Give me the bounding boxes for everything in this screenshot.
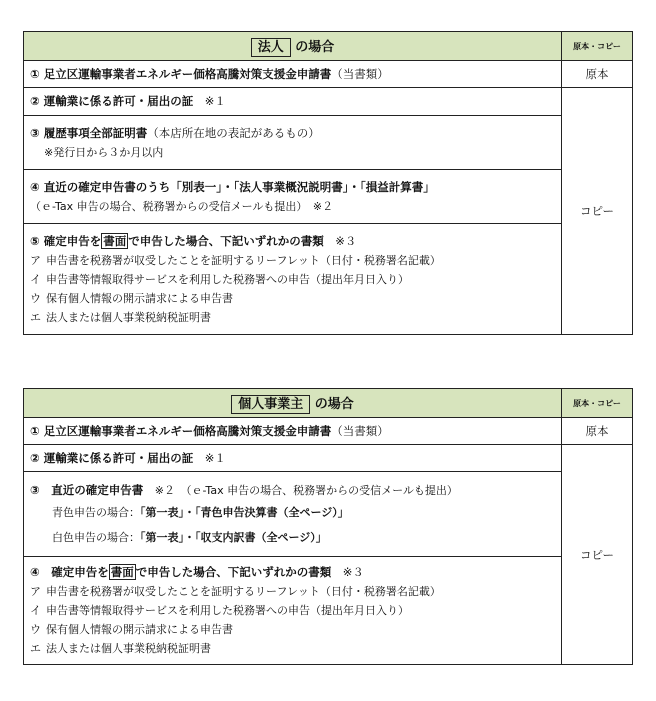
item-label: で申告した場合、下記いずれかの書類 xyxy=(135,565,332,579)
table-title xyxy=(24,32,562,61)
item-note: （当書類） xyxy=(331,423,389,438)
item-note: ※１ xyxy=(204,94,226,108)
item-subnote: ※発行日から３か月以内 xyxy=(44,145,164,159)
list-item: イ 申告書等情報取得サービスを利用した税務署への申告（提出年月日入り） xyxy=(30,272,409,286)
item-note: ※２ （ｅ-Tax 申告の場合、税務署からの受信メールも提出） xyxy=(154,484,458,497)
copy-cell: コピー xyxy=(562,88,633,335)
column-header-original-copy: 原本・コピー xyxy=(562,32,633,61)
item-label: ① 足立区運輸事業者エネルギー価格高騰対策支援金申請書 xyxy=(30,423,332,438)
title-boxed: 法人 xyxy=(251,38,291,57)
item-label: ② 運輸業に係る許可・届出の証 xyxy=(30,450,194,465)
list-item: エ 法人または個人事業税納税証明書 xyxy=(30,642,211,655)
item-label: ③ 直近の確定申告書 xyxy=(30,483,144,497)
item-note: ※３ xyxy=(335,233,357,248)
corporation-requirements-table xyxy=(23,31,633,335)
list-item: 白色申告の場合：「第一表」・「収支内訳書（全ページ）」 xyxy=(52,531,327,544)
list-item: 青色申告の場合：「第一表」・「青色申告決算書（全ページ）」 xyxy=(52,506,349,519)
list-item: ア 申告書を税務署が収受したことを証明するリーフレット（日付・税務署名記載） xyxy=(30,253,441,267)
item-label: ① 足立区運輸事業者エネルギー価格高騰対策支援金申請書 xyxy=(30,66,332,81)
table-row xyxy=(24,557,633,665)
item-label: ③ 履歴事項全部証明書 xyxy=(30,125,148,140)
table-title xyxy=(24,389,562,418)
item-label: で申告した場合、下記いずれかの書類 xyxy=(128,233,324,248)
original-cell: 原本 xyxy=(562,61,633,88)
item-label-boxed: 書面 xyxy=(103,233,127,248)
item-label: ④ 確定申告を xyxy=(30,565,109,579)
title-rest: の場合 xyxy=(314,396,354,412)
table-row xyxy=(24,88,633,116)
item-note: （当書類） xyxy=(331,66,389,81)
sole-proprietor-requirements-table xyxy=(23,388,633,665)
list-item: イ 申告書等情報取得サービスを利用した税務署への申告（提出年月日入り） xyxy=(30,604,409,617)
list-item: エ 法人または個人事業税納税証明書 xyxy=(30,310,211,324)
item-note: ※１ xyxy=(204,450,226,465)
table-header-row xyxy=(24,389,633,418)
table-header-row xyxy=(24,32,633,61)
table-row xyxy=(24,418,633,445)
item-note: ※３ xyxy=(342,565,364,579)
title-boxed: 個人事業主 xyxy=(231,395,310,414)
item-subnote: （ｅ-Tax 申告の場合、税務署からの受信メールも提出） ※２ xyxy=(30,199,334,213)
item-label: ⑤ 確定申告を xyxy=(30,233,102,248)
table-row xyxy=(24,472,633,557)
table-row xyxy=(24,445,633,472)
list-item: ア 申告書を税務署が収受したことを証明するリーフレット（日付・税務署名記載） xyxy=(30,585,441,598)
column-header-original-copy: 原本・コピー xyxy=(562,389,633,418)
table-row xyxy=(24,224,633,335)
original-cell: 原本 xyxy=(562,418,633,445)
table-row xyxy=(24,170,633,224)
item-label-boxed: 書面 xyxy=(110,565,134,579)
copy-cell: コピー xyxy=(562,445,633,665)
item-note: （本店所在地の表記があるもの） xyxy=(147,125,320,140)
list-item: ウ 保有個人情報の開示請求による申告書 xyxy=(30,291,233,305)
table-row xyxy=(24,61,633,88)
table-row xyxy=(24,116,633,170)
item-label: ④ 直近の確定申告書のうち「別表一」・「法人事業概況説明書」・「損益計算書」 xyxy=(30,179,435,194)
list-item: ウ 保有個人情報の開示請求による申告書 xyxy=(30,623,233,636)
item-label: ② 運輸業に係る許可・届出の証 xyxy=(30,94,194,108)
title-rest: の場合 xyxy=(295,39,335,55)
